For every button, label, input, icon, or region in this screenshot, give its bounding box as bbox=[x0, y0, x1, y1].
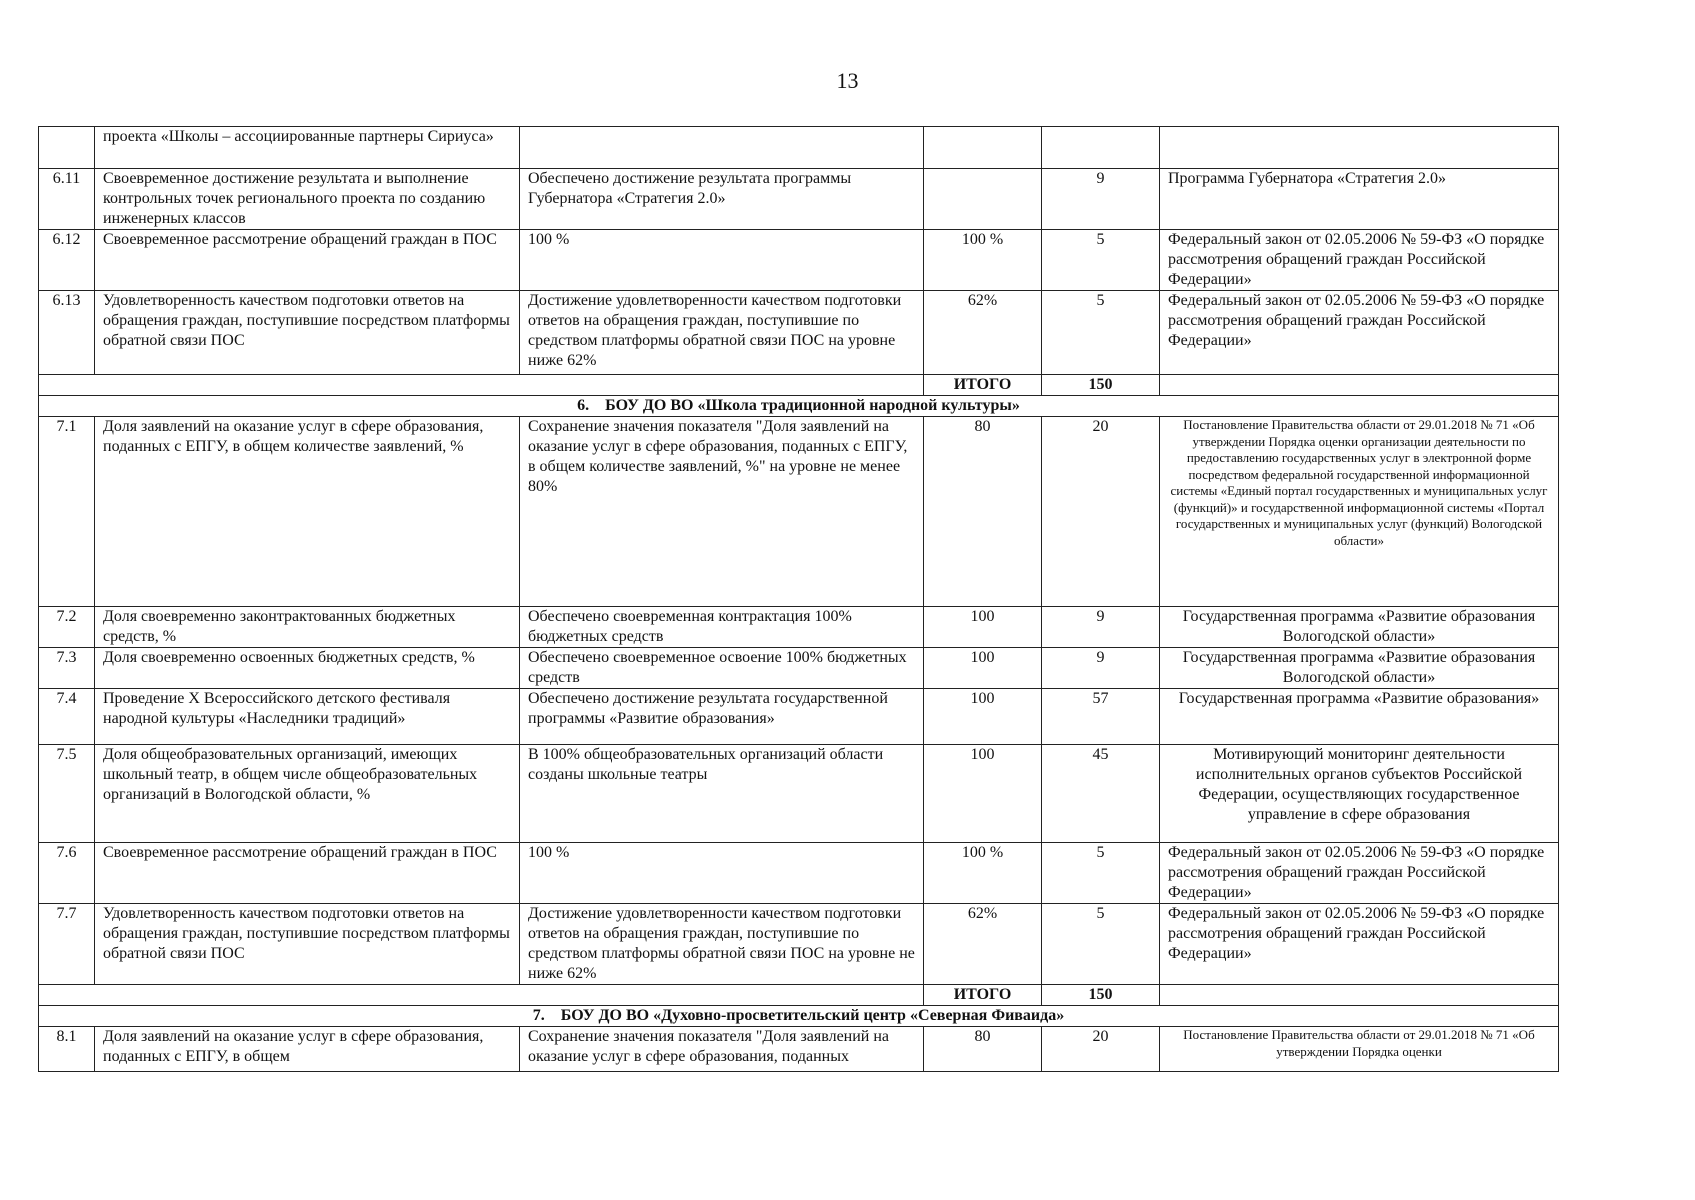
basis-cell: Мотивирующий мониторинг деятельности исполнительных органов субъектов Российской Федерации, осуществляющих государственное управление в сфере образования bbox=[1160, 745, 1559, 843]
basis-cell: Программа Губернатора «Стратегия 2.0» bbox=[1160, 169, 1559, 230]
basis-cell: Постановление Правительства области от 29.01.2018 № 71 «Об утверждении Порядка оценки bbox=[1160, 1027, 1559, 1072]
table-row bbox=[39, 689, 1559, 745]
target-value-cell: 62% bbox=[924, 904, 1042, 985]
table-row bbox=[39, 127, 1559, 169]
table-row bbox=[39, 1027, 1559, 1072]
target-value-cell: 100 % bbox=[924, 230, 1042, 291]
weight-cell bbox=[1042, 127, 1160, 169]
section-title: 7. БОУ ДО ВО «Духовно-просветительский центр «Северная Фиваида» bbox=[39, 1006, 1559, 1027]
target-value-cell: 100 bbox=[924, 648, 1042, 689]
result-cell: Обеспечено своевременная контрактация 100% бюджетных средств bbox=[520, 607, 924, 648]
table-row bbox=[39, 745, 1559, 843]
table-row bbox=[39, 169, 1559, 230]
basis-cell: Федеральный закон от 02.05.2006 № 59-ФЗ «О порядке рассмотрения обращений граждан Российской Федерации» bbox=[1160, 230, 1559, 291]
row-number: 6.11 bbox=[39, 169, 95, 230]
row-number: 6.13 bbox=[39, 291, 95, 375]
result-cell: В 100% общеобразовательных организаций области созданы школьные театры bbox=[520, 745, 924, 843]
basis-cell: Федеральный закон от 02.05.2006 № 59-ФЗ «О порядке рассмотрения обращений граждан Российской Федерации» bbox=[1160, 904, 1559, 985]
section-header-row bbox=[39, 1006, 1559, 1027]
total-blank-cell bbox=[1160, 985, 1559, 1006]
total-blank-cell bbox=[1160, 375, 1559, 396]
basis-cell: Федеральный закон от 02.05.2006 № 59-ФЗ «О порядке рассмотрения обращений граждан Российской Федерации» bbox=[1160, 291, 1559, 375]
result-cell: Обеспечено достижение результата государственной программы «Развитие образования» bbox=[520, 689, 924, 745]
result-cell: Достижение удовлетворенности качеством подготовки ответов на обращения граждан, поступившие по средством платформы обратной связи ПОС на уровне не ниже 62% bbox=[520, 904, 924, 985]
page-number: 13 bbox=[836, 68, 859, 93]
total-blank-cell bbox=[39, 375, 924, 396]
basis-cell bbox=[1160, 127, 1559, 169]
row-number: 7.3 bbox=[39, 648, 95, 689]
row-number: 8.1 bbox=[39, 1027, 95, 1072]
target-value-cell: 100 bbox=[924, 607, 1042, 648]
weight-cell: 9 bbox=[1042, 607, 1160, 648]
indicator-cell: Своевременное рассмотрение обращений граждан в ПОС bbox=[95, 843, 520, 904]
target-value-cell bbox=[924, 127, 1042, 169]
indicators-table bbox=[38, 126, 1559, 1072]
indicator-cell: Своевременное рассмотрение обращений граждан в ПОС bbox=[95, 230, 520, 291]
weight-cell: 5 bbox=[1042, 230, 1160, 291]
weight-cell: 5 bbox=[1042, 291, 1160, 375]
basis-cell: Государственная программа «Развитие образования Вологодской области» bbox=[1160, 648, 1559, 689]
target-value-cell: 62% bbox=[924, 291, 1042, 375]
result-cell: Обеспечено достижение результата программы Губернатора «Стратегия 2.0» bbox=[520, 169, 924, 230]
target-value-cell: 100 % bbox=[924, 843, 1042, 904]
row-number: 7.6 bbox=[39, 843, 95, 904]
weight-cell: 5 bbox=[1042, 904, 1160, 985]
target-value-cell: 100 bbox=[924, 689, 1042, 745]
table-row bbox=[39, 230, 1559, 291]
basis-cell: Государственная программа «Развитие образования Вологодской области» bbox=[1160, 607, 1559, 648]
target-value-cell: 100 bbox=[924, 745, 1042, 843]
total-row bbox=[39, 375, 1559, 396]
table-row bbox=[39, 607, 1559, 648]
total-blank-cell bbox=[39, 985, 924, 1006]
indicator-cell: Проведение X Всероссийского детского фестиваля народной культуры «Наследники традиций» bbox=[95, 689, 520, 745]
row-number: 7.2 bbox=[39, 607, 95, 648]
indicator-cell: проекта «Школы – ассоциированные партнеры Сириуса» bbox=[95, 127, 520, 169]
table-row bbox=[39, 904, 1559, 985]
weight-cell: 20 bbox=[1042, 1027, 1160, 1072]
row-number: 7.1 bbox=[39, 417, 95, 607]
result-cell bbox=[520, 127, 924, 169]
row-number bbox=[39, 127, 95, 169]
row-number: 7.5 bbox=[39, 745, 95, 843]
table-row bbox=[39, 417, 1559, 607]
result-cell: Достижение удовлетворенности качеством подготовки ответов на обращения граждан, поступившие по средством платформы обратной связи ПОС на уровне ниже 62% bbox=[520, 291, 924, 375]
indicator-cell: Доля заявлений на оказание услуг в сфере образования, поданных с ЕПГУ, в общем bbox=[95, 1027, 520, 1072]
indicator-cell: Доля своевременно освоенных бюджетных средств, % bbox=[95, 648, 520, 689]
total-label: ИТОГО bbox=[924, 985, 1042, 1006]
result-cell: Сохранение значения показателя "Доля заявлений на оказание услуг в сфере образования, поданных с ЕПГУ, в общем количестве заявлений, %" на уровне не менее 80% bbox=[520, 417, 924, 607]
indicator-cell: Доля общеобразовательных организаций, имеющих школьный театр, в общем числе общеобразовательных организаций в Вологодской области, % bbox=[95, 745, 520, 843]
weight-cell: 5 bbox=[1042, 843, 1160, 904]
result-cell: 100 % bbox=[520, 230, 924, 291]
weight-cell: 9 bbox=[1042, 648, 1160, 689]
weight-cell: 9 bbox=[1042, 169, 1160, 230]
total-value: 150 bbox=[1042, 985, 1160, 1006]
total-value: 150 bbox=[1042, 375, 1160, 396]
section-header-row bbox=[39, 396, 1559, 417]
target-value-cell bbox=[924, 169, 1042, 230]
indicator-cell: Удовлетворенность качеством подготовки ответов на обращения граждан, поступившие посредством платформы обратной связи ПОС bbox=[95, 904, 520, 985]
result-cell: 100 % bbox=[520, 843, 924, 904]
table-row bbox=[39, 843, 1559, 904]
basis-cell: Государственная программа «Развитие образования» bbox=[1160, 689, 1559, 745]
indicator-cell: Доля своевременно законтрактованных бюджетных средств, % bbox=[95, 607, 520, 648]
row-number: 7.4 bbox=[39, 689, 95, 745]
weight-cell: 20 bbox=[1042, 417, 1160, 607]
target-value-cell: 80 bbox=[924, 1027, 1042, 1072]
weight-cell: 45 bbox=[1042, 745, 1160, 843]
basis-cell: Федеральный закон от 02.05.2006 № 59-ФЗ «О порядке рассмотрения обращений граждан Российской Федерации» bbox=[1160, 843, 1559, 904]
indicator-cell: Своевременное достижение результата и выполнение контрольных точек регионального проекта по созданию инженерных классов bbox=[95, 169, 520, 230]
section-title: 6. БОУ ДО ВО «Школа традиционной народной культуры» bbox=[39, 396, 1559, 417]
row-number: 7.7 bbox=[39, 904, 95, 985]
basis-cell: Постановление Правительства области от 29.01.2018 № 71 «Об утверждении Порядка оценки организации деятельности по предоставлению государственных услуг в электронной форме посредством федеральной государственной информационной системы «Единый портал государственных и муниципальных услуг (функций)» и государственной информационной системы «Портал государственных и муниципальных услуг (функций) Вологодской области» bbox=[1160, 417, 1559, 607]
result-cell: Обеспечено своевременное освоение 100% бюджетных средств bbox=[520, 648, 924, 689]
target-value-cell: 80 bbox=[924, 417, 1042, 607]
total-label: ИТОГО bbox=[924, 375, 1042, 396]
total-row bbox=[39, 985, 1559, 1006]
indicator-cell: Доля заявлений на оказание услуг в сфере образования, поданных с ЕПГУ, в общем количестве заявлений, % bbox=[95, 417, 520, 607]
weight-cell: 57 bbox=[1042, 689, 1160, 745]
table-row bbox=[39, 291, 1559, 375]
result-cell: Сохранение значения показателя "Доля заявлений на оказание услуг в сфере образования, поданных bbox=[520, 1027, 924, 1072]
row-number: 6.12 bbox=[39, 230, 95, 291]
indicator-cell: Удовлетворенность качеством подготовки ответов на обращения граждан, поступившие посредством платформы обратной связи ПОС bbox=[95, 291, 520, 375]
table-row bbox=[39, 648, 1559, 689]
